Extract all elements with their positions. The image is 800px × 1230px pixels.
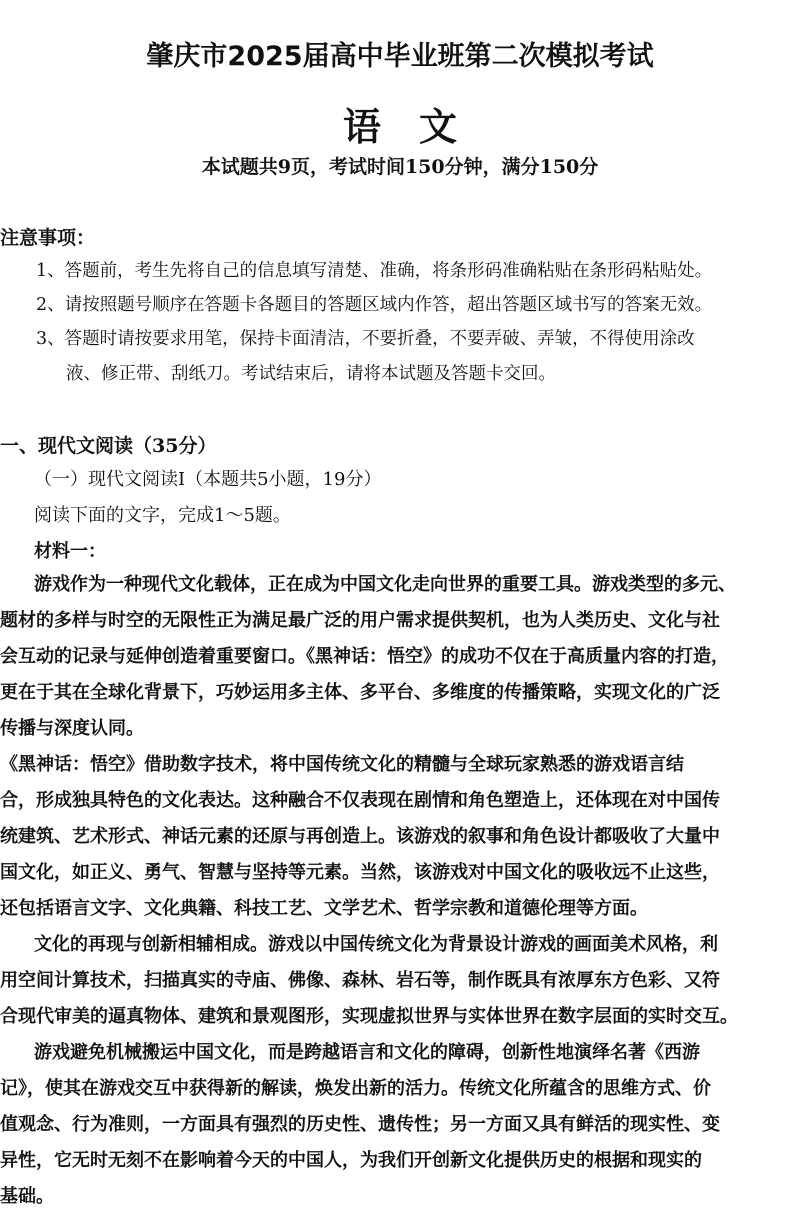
passage-line: 国文化，如正义、勇气、智慧与坚持等元素。当然，该游戏对中国文化的吸收远不止这些，: [0, 862, 720, 883]
reading-instruction: 阅读下面的文字，完成1～5题。: [34, 505, 291, 526]
passage-line: 传播与深度认同。: [0, 718, 144, 739]
passage-line: 《黑神话：悟空》借助数字技术，将中国传统文化的精髓与全球玩家熟悉的游戏语言结: [0, 754, 684, 775]
notice-item-1: 1、答题前，考生先将自己的信息填写清楚、准确，将条形码准确粘贴在条形码粘贴处。: [36, 261, 713, 281]
passage-line: 合，形成独具特色的文化表达。这种融合不仅表现在剧情和角色塑造上，还体现在对中国传: [0, 790, 720, 811]
subsection-heading: （一）现代文阅读Ⅰ（本题共5小题，19分）: [34, 469, 382, 490]
passage-line: 统建筑、艺术形式、神话元素的还原与再创造上。该游戏的叙事和角色设计都吸收了大量中: [0, 826, 720, 847]
passage-line: 还包括语言文字、文化典籍、科技工艺、文学艺术、哲学宗教和道德伦理等方面。: [0, 898, 648, 919]
section-heading: 一、现代文阅读（35分）: [0, 435, 217, 457]
notice-item-3: 3、答题时请按要求用笔，保持卡面清洁，不要折叠，不要弄破、弄皱，不得使用涂改: [36, 329, 695, 349]
notice-heading: 注意事项：: [0, 227, 96, 249]
notice-item-2: 2、请按照题号顺序在答题卡各题目的答题区域内作答，超出答题区域书写的答案无效。: [36, 295, 713, 315]
notice-item-3-continued: 液、修正带、刮纸刀。考试结束后，请将本试题及答题卡交回。: [66, 364, 556, 384]
exam-meta: 本试题共9页，考试时间150分钟，满分150分: [201, 156, 599, 178]
passage-line: 合现代审美的逼真物体、建筑和景观图形，实现虚拟世界与实体世界在数字层面的实时交互。: [0, 1006, 738, 1027]
passage-line: 游戏作为一种现代文化载体，正在成为中国文化走向世界的重要工具。游戏类型的多元、: [34, 574, 736, 595]
passage-line: 会互动的记录与延伸创造着重要窗口。《黑神话：悟空》的成功不仅在于高质量内容的打造，: [0, 646, 729, 667]
passage-line: 基础。: [0, 1186, 54, 1207]
passage-line: 用空间计算技术，扫描真实的寺庙、佛像、森林、岩石等，制作既具有浓厚东方色彩、又符: [0, 970, 720, 991]
passage-line: 文化的再现与创新相辅相成。游戏以中国传统文化为背景设计游戏的画面美术风格，利: [34, 934, 718, 955]
passage-line: 题材的多样与时空的无限性正为满足最广泛的用户需求提供契机，也为人类历史、文化与社: [0, 610, 720, 631]
passage-line: 游戏避免机械搬运中国文化，而是跨越语言和文化的障碍，创新性地演绎名著《西游: [34, 1042, 700, 1063]
passage-line: 更在于其在全球化背景下，巧妙运用多主体、多平台、多维度的传播策略，实现文化的广泛: [0, 682, 720, 703]
material-label: 材料一：: [34, 541, 106, 562]
passage-line: 值观念、行为准则，一方面具有强烈的历史性、遗传性；另一方面又具有鲜活的现实性、变: [0, 1114, 720, 1135]
subject-title: 语文: [342, 104, 495, 149]
passage-line: 记》，使其在游戏交互中获得新的解读，焕发出新的活力。传统文化所蕴含的思维方式、价: [0, 1078, 711, 1099]
passage-line: 异性，它无时无刻不在影响着今天的中国人，为我们开创新文化提供历史的根据和现实的: [0, 1150, 702, 1171]
exam-title: 肇庆市2025届高中毕业班第二次模拟考试: [146, 41, 654, 72]
